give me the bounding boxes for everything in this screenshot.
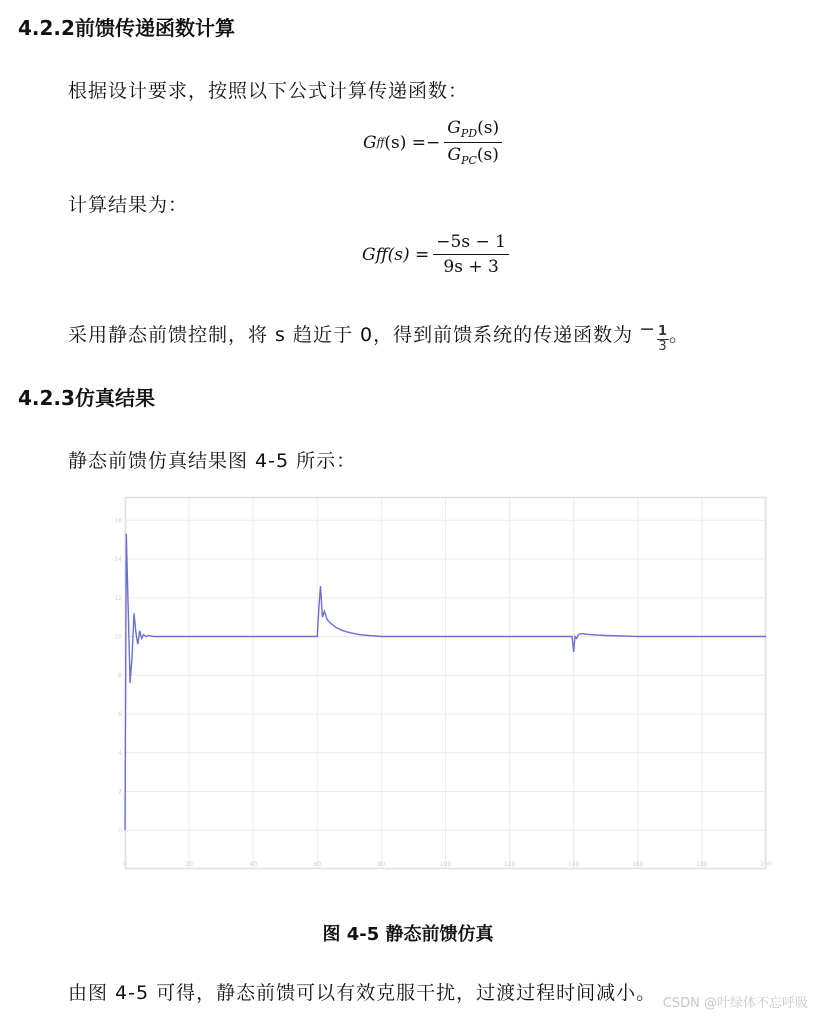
result-lhs: Gff(s) = — [362, 244, 430, 265]
svg-text:12: 12 — [114, 594, 122, 602]
svg-text:4: 4 — [118, 749, 122, 757]
figure-caption: 图 4-5 静态前馈仿真 — [322, 924, 494, 945]
csdn-watermark: CSDN @叶绿体不忘呼吸 — [662, 996, 808, 1011]
static-denominator: 3 — [658, 339, 668, 354]
static-sign: − — [639, 318, 657, 340]
den-g: G — [447, 145, 462, 165]
svg-text:16: 16 — [114, 517, 122, 525]
svg-text:60: 60 — [313, 861, 322, 868]
static-fraction — [657, 325, 669, 354]
simulation-chart — [114, 497, 772, 869]
num-sub: PD — [460, 127, 478, 140]
result-denominator: 9s + 3 — [443, 257, 499, 277]
formula-lhs-arg: (s) =− — [384, 132, 441, 153]
formula-numerator — [444, 118, 502, 143]
formula-intro-text: 根据设计要求，按照以下公式计算传递函数： — [68, 80, 469, 102]
formula-lhs: G — [363, 132, 377, 153]
svg-text:200: 200 — [760, 861, 772, 868]
result-formula — [362, 232, 509, 277]
den-arg: (s) — [476, 145, 499, 165]
simulation-intro-text: 静态前馈仿真结果图 4-5 所示： — [68, 450, 357, 472]
chart-tick-labels — [114, 517, 772, 868]
svg-text:20: 20 — [185, 861, 193, 868]
den-sub: PC — [461, 154, 477, 167]
chart-grid — [125, 497, 766, 869]
svg-text:180: 180 — [696, 861, 708, 868]
num-arg: (s) — [477, 118, 500, 138]
static-numerator: 1 — [658, 324, 669, 339]
svg-text:10: 10 — [114, 633, 122, 641]
svg-text:0: 0 — [123, 861, 127, 868]
svg-text:100: 100 — [439, 861, 452, 868]
result-label-text: 计算结果为： — [68, 194, 189, 216]
conclusion-text: 由图 4-5 可得，静态前馈可以有效克服干扰，过渡过程时间减小。 — [68, 982, 657, 1004]
formula-denominator — [444, 143, 501, 167]
svg-text:80: 80 — [377, 861, 386, 868]
svg-text:120: 120 — [503, 861, 516, 868]
result-numerator: −5s − 1 — [433, 232, 509, 255]
static-text: 采用静态前馈控制，将 s 趋近于 0，得到前馈系统的传递函数为 — [68, 324, 634, 346]
feedforward-formula — [363, 118, 502, 167]
svg-text:14: 14 — [114, 556, 122, 563]
section-heading-4-2-2: 4.2.2前馈传递函数计算 — [18, 16, 235, 40]
svg-text:160: 160 — [632, 861, 644, 868]
section-heading-4-2-3: 4.2.3仿真结果 — [18, 386, 155, 410]
svg-text:6: 6 — [118, 711, 122, 718]
svg-text:2: 2 — [118, 788, 122, 796]
static-end: 。 — [669, 324, 690, 346]
result-fraction — [433, 232, 509, 277]
num-g: G — [447, 118, 461, 138]
formula-lhs-sub: ff — [376, 136, 385, 149]
svg-text:0: 0 — [118, 827, 122, 835]
static-feedforward-text — [68, 318, 689, 354]
svg-text:40: 40 — [249, 861, 258, 868]
svg-text:140: 140 — [567, 861, 580, 868]
formula-fraction — [444, 118, 502, 167]
svg-text:8: 8 — [118, 672, 122, 680]
